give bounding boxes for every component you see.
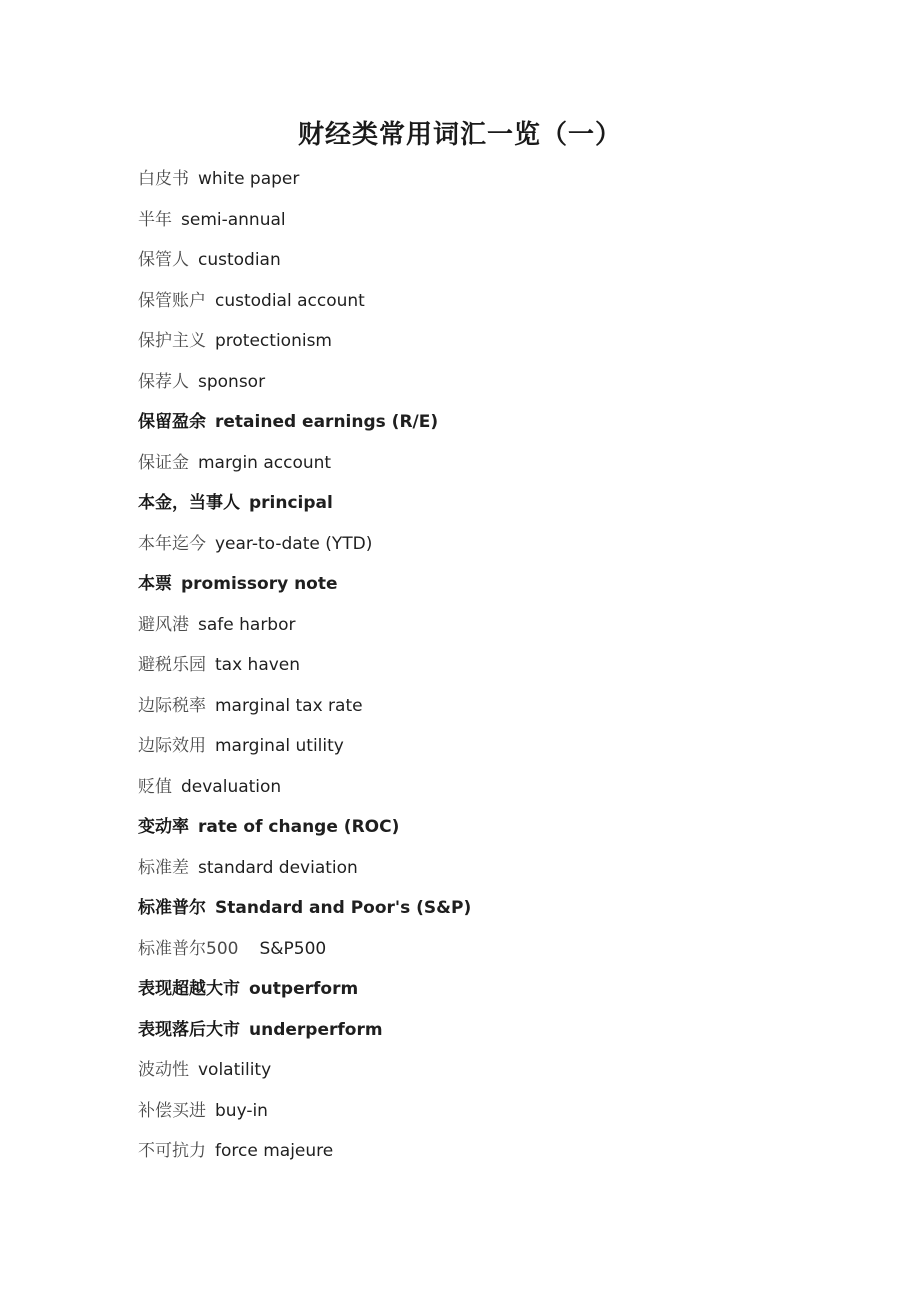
term-english: principal (249, 493, 333, 513)
vocab-entry (138, 371, 782, 392)
vocab-list (138, 171, 782, 1161)
term-chinese: 避风港 (138, 614, 189, 635)
term-chinese: 保护主义 (138, 331, 206, 351)
vocab-entry (138, 209, 782, 230)
term-english: sponsor (198, 371, 266, 392)
term-chinese: 边际税率 (138, 695, 206, 716)
term-chinese: 贬值 (138, 776, 172, 797)
term-english: promissory note (181, 574, 338, 594)
term-chinese: 波动性 (138, 1060, 189, 1080)
term-english: outperform (249, 979, 359, 999)
vocab-entry (138, 614, 782, 635)
term-chinese: 本年迄今 (138, 533, 206, 554)
term-english: underperform (249, 1019, 383, 1040)
vocab-entry (138, 452, 782, 473)
term-chinese: 补偿买进 (138, 1100, 206, 1121)
term-english: custodial account (215, 290, 365, 311)
term-english: retained earnings (R/E) (215, 412, 439, 432)
vocab-entry (138, 1062, 782, 1080)
vocab-entry (138, 533, 782, 554)
vocab-entry (138, 1100, 782, 1121)
vocab-entry (138, 900, 782, 918)
term-english: force majeure (215, 1141, 334, 1161)
term-chinese: 保管账户 (138, 290, 206, 311)
vocab-entry (138, 981, 782, 999)
vocab-entry (138, 576, 782, 594)
term-english: semi-annual (181, 209, 286, 230)
term-chinese: 保证金 (138, 452, 189, 473)
term-english: volatility (198, 1060, 272, 1080)
document-title: 财经类常用词汇一览（一） (297, 120, 622, 150)
vocab-entry (138, 857, 782, 878)
term-english: year-to-date (YTD) (215, 533, 373, 554)
vocab-entry (138, 1143, 782, 1161)
term-chinese: 标准普尔500 (138, 938, 239, 959)
term-english: rate of change (ROC) (198, 817, 400, 837)
term-chinese: 避税乐园 (138, 655, 206, 675)
term-english: marginal utility (215, 736, 344, 756)
term-english: tax haven (215, 655, 301, 675)
term-english: protectionism (215, 331, 332, 351)
term-english: margin account (198, 452, 332, 473)
vocab-entry (138, 819, 782, 837)
vocab-entry (138, 1019, 782, 1040)
term-english: white paper (198, 169, 300, 189)
vocab-entry (138, 290, 782, 311)
term-chinese: 标准普尔 (138, 898, 206, 918)
term-chinese: 本金，当事人 (138, 493, 240, 513)
term-chinese: 保管人 (138, 250, 189, 270)
term-english: marginal tax rate (215, 695, 363, 716)
vocab-entry (138, 776, 782, 797)
term-chinese: 保留盈余 (138, 412, 206, 432)
term-english: standard deviation (198, 857, 358, 878)
term-chinese: 边际效用 (138, 736, 206, 756)
term-chinese: 保荐人 (138, 371, 189, 392)
vocab-entry (138, 252, 782, 270)
term-english: S&P500 (259, 938, 327, 959)
term-chinese: 表现超越大市 (138, 979, 240, 999)
term-chinese: 变动率 (138, 817, 189, 837)
term-chinese: 表现落后大市 (138, 1019, 240, 1040)
vocab-entry (138, 657, 782, 675)
term-english: buy-in (215, 1100, 268, 1121)
term-english: safe harbor (198, 614, 296, 635)
term-chinese: 本票 (138, 574, 172, 594)
term-english: Standard and Poor's (S&P) (215, 898, 472, 918)
term-english: custodian (198, 250, 281, 270)
vocab-entry (138, 333, 782, 351)
term-chinese: 白皮书 (138, 169, 189, 189)
term-chinese: 标准差 (138, 857, 189, 878)
vocab-entry (138, 695, 782, 716)
term-chinese: 不可抗力 (138, 1141, 206, 1161)
term-english: devaluation (181, 776, 282, 797)
vocab-entry (138, 738, 782, 756)
vocab-entry (138, 495, 782, 513)
vocab-entry (138, 414, 782, 432)
vocab-entry (138, 938, 782, 959)
vocab-entry (138, 171, 782, 189)
term-chinese: 半年 (138, 209, 172, 230)
